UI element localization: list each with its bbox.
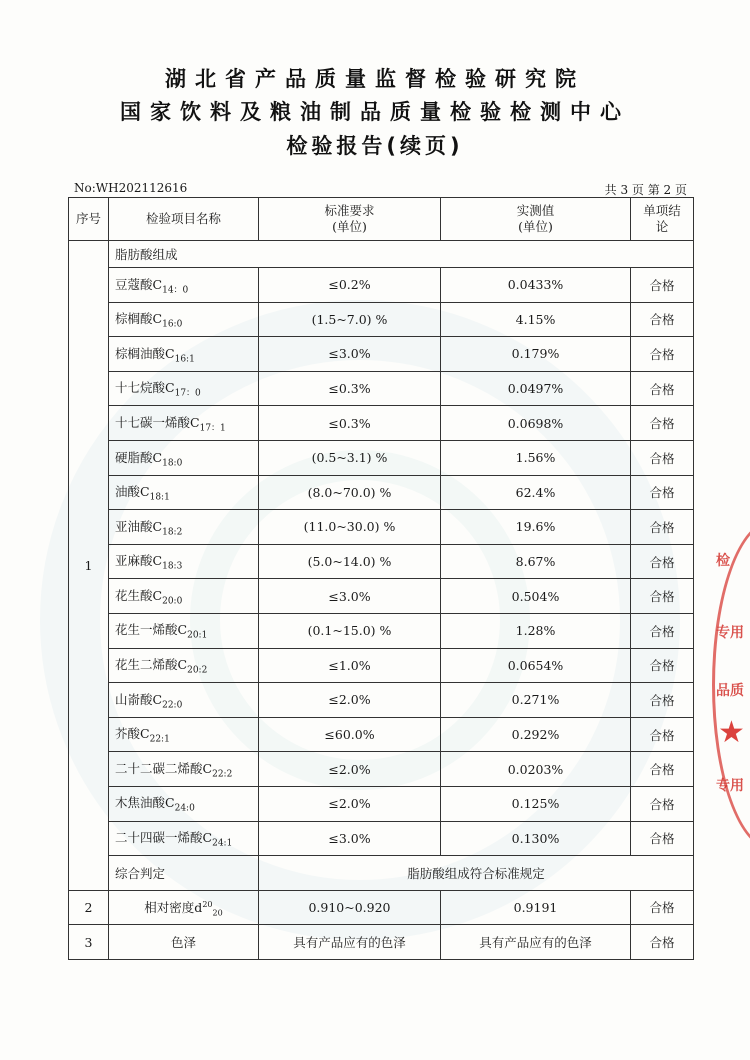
item-name-cell: [109, 579, 259, 614]
measured-cell: 62.4%: [441, 475, 631, 510]
carbon-symbol: C: [165, 795, 175, 811]
measured-cell: 0.179%: [441, 337, 631, 372]
standard-cell: ≤3.0%: [259, 821, 441, 856]
standard-cell: ≤1.0%: [259, 648, 441, 683]
result-cell: 合格: [631, 475, 694, 510]
carbon-symbol: C: [152, 276, 163, 292]
item-name-cell: [109, 440, 259, 475]
table-row: [69, 613, 694, 648]
standard-cell: (11.0~30.0) %: [259, 510, 441, 545]
table-row: [69, 821, 694, 856]
standard-cell: ≤0.3%: [259, 371, 441, 406]
carbon-symbol: C: [202, 760, 213, 776]
item-name: 芥酸: [115, 726, 141, 742]
measured-cell: 0.0497%: [441, 371, 631, 406]
center-title: 国家饮料及粮油制品质量检验检测中心: [120, 100, 630, 124]
measured-cell: 19.6%: [441, 510, 631, 545]
standard-cell: (5.0~14.0) %: [259, 544, 441, 579]
measured-cell: 0.292%: [441, 717, 631, 752]
carbon-symbol: C: [152, 311, 163, 327]
carbon-subscript: 20:0: [162, 596, 183, 607]
measured-cell: 4.15%: [441, 302, 631, 337]
carbon-symbol: C: [202, 830, 213, 846]
item-name: 亚麻酸: [115, 553, 153, 569]
result-cell: 合格: [631, 268, 694, 303]
measured-cell: 0.0654%: [441, 648, 631, 683]
table-header-row: [69, 198, 694, 241]
measured-cell: 8.67%: [441, 544, 631, 579]
item-name: 二十四碳一烯酸: [115, 830, 203, 846]
carbon-subscript: 24:0: [174, 803, 195, 814]
seq-cell: 1: [69, 241, 109, 891]
measured-cell: 具有产品应有的色泽: [441, 925, 631, 960]
measured-cell: 1.28%: [441, 613, 631, 648]
seq-cell: 3: [69, 925, 109, 960]
table-row: [69, 510, 694, 545]
item-name-cell: [109, 268, 259, 303]
header-standard-unit: (单位): [332, 219, 367, 234]
carbon-symbol: C: [152, 553, 163, 569]
table-row: [69, 337, 694, 372]
item-name-cell: [109, 337, 259, 372]
carbon-symbol: C: [165, 380, 175, 396]
carbon-symbol: C: [165, 345, 175, 361]
item-name-cell: [109, 475, 259, 510]
item-name: 油酸: [115, 484, 141, 500]
carbon-symbol: C: [152, 587, 163, 603]
item-name: 山嵛酸: [115, 691, 153, 707]
standard-cell: (0.5~3.1) %: [259, 440, 441, 475]
result-cell: 合格: [631, 406, 694, 441]
carbon-symbol: C: [152, 449, 163, 465]
result-cell: 合格: [631, 544, 694, 579]
measured-cell: 0.9191: [441, 890, 631, 925]
measured-cell: 0.130%: [441, 821, 631, 856]
table-row: [69, 786, 694, 821]
item-name-cell: [109, 544, 259, 579]
item-name: 二十二碳二烯酸: [115, 760, 203, 776]
carbon-symbol: C: [177, 622, 188, 638]
page-info: 共 3 页 第 2 页: [604, 183, 687, 197]
item-name-cell: [109, 821, 259, 856]
item-name-cell: [109, 371, 259, 406]
item-name: 十七烷酸: [115, 380, 166, 396]
measured-cell: 0.0203%: [441, 752, 631, 787]
item-name-cell: [109, 890, 259, 925]
result-cell: 合格: [631, 648, 694, 683]
table-row: [69, 683, 694, 718]
item-name: 棕榈酸: [115, 311, 153, 327]
carbon-subscript: 14：0: [162, 285, 189, 296]
result-cell: 合格: [631, 683, 694, 718]
item-name-cell: [109, 683, 259, 718]
institute-title: 湖北省产品质量监督检验研究院: [165, 67, 585, 91]
result-cell: 合格: [631, 786, 694, 821]
measured-cell: 0.0698%: [441, 406, 631, 441]
item-name: 豆蔻酸: [115, 276, 153, 292]
group-title: 脂肪酸组成: [109, 241, 694, 268]
carbon-subscript: 24:1: [212, 838, 233, 849]
item-name: 色泽: [170, 935, 196, 951]
standard-cell: 0.910~0.920: [259, 890, 441, 925]
density-superscript: 20: [202, 899, 213, 909]
measured-cell: 0.504%: [441, 579, 631, 614]
header-measured: [441, 198, 631, 241]
item-name-cell: [109, 406, 259, 441]
report-number: No:WH202112616: [74, 181, 188, 195]
table-row: [69, 925, 694, 960]
standard-cell: ≤60.0%: [259, 717, 441, 752]
measured-cell: 1.56%: [441, 440, 631, 475]
table-row: [69, 371, 694, 406]
table-row: [69, 648, 694, 683]
item-name: 相对密度d: [144, 899, 203, 915]
table-row: [69, 752, 694, 787]
result-cell: 合格: [631, 925, 694, 960]
item-name: 十七碳一烯酸: [115, 414, 191, 430]
summary-label: 综合判定: [109, 856, 259, 891]
stamp-text-2: 专用: [716, 625, 744, 641]
standard-cell: 具有产品应有的色泽: [259, 925, 441, 960]
result-cell: 合格: [631, 510, 694, 545]
table-row: [69, 302, 694, 337]
item-name: 花生二烯酸: [115, 657, 178, 673]
table-row: [69, 544, 694, 579]
header-item: 检验项目名称: [109, 198, 259, 241]
standard-cell: ≤0.3%: [259, 406, 441, 441]
standard-cell: ≤2.0%: [259, 683, 441, 718]
carbon-subscript: 18:0: [162, 458, 183, 469]
item-name-cell: [109, 302, 259, 337]
table-row: [69, 268, 694, 303]
stamp-star-icon: ★: [718, 715, 745, 750]
result-cell: 合格: [631, 613, 694, 648]
group-title-row: [69, 241, 694, 268]
carbon-symbol: C: [140, 484, 150, 500]
table-row: [69, 406, 694, 441]
carbon-subscript: 17：0: [174, 388, 201, 399]
item-name: 花生酸: [115, 587, 153, 603]
carbon-symbol: C: [177, 657, 188, 673]
result-cell: 合格: [631, 440, 694, 475]
table-row: [69, 475, 694, 510]
red-seal-stamp: [712, 520, 750, 850]
result-cell: 合格: [631, 821, 694, 856]
table-row: [69, 890, 694, 925]
header-standard-label: 标准要求: [324, 203, 375, 218]
stamp-text-1: 检: [716, 553, 730, 569]
standard-cell: ≤3.0%: [259, 579, 441, 614]
header-result: [631, 198, 694, 241]
carbon-symbol: C: [190, 414, 200, 430]
standard-cell: (0.1~15.0) %: [259, 613, 441, 648]
result-cell: 合格: [631, 337, 694, 372]
item-name-cell: [109, 510, 259, 545]
standard-cell: ≤2.0%: [259, 786, 441, 821]
table-row: [69, 717, 694, 752]
result-cell: 合格: [631, 717, 694, 752]
report-title: 检验报告(续页): [286, 134, 464, 158]
carbon-symbol: C: [152, 691, 163, 707]
carbon-subscript: 16:1: [174, 354, 195, 365]
item-name: 硬脂酸: [115, 449, 153, 465]
standard-cell: (8.0~70.0) %: [259, 475, 441, 510]
standard-cell: ≤3.0%: [259, 337, 441, 372]
item-name-cell: [109, 648, 259, 683]
carbon-subscript: 18:2: [162, 527, 183, 538]
item-name-cell: [109, 925, 259, 960]
result-cell: 合格: [631, 890, 694, 925]
measured-cell: 0.271%: [441, 683, 631, 718]
carbon-subscript: 16:0: [162, 319, 183, 330]
item-name-cell: [109, 786, 259, 821]
density-subscript: 20: [212, 908, 223, 918]
measured-cell: 0.125%: [441, 786, 631, 821]
item-name-cell: [109, 717, 259, 752]
table-row: [69, 440, 694, 475]
header-result-label-2: 论: [655, 219, 669, 234]
carbon-subscript: 17：1: [199, 423, 226, 434]
carbon-subscript: 20:2: [187, 665, 208, 676]
carbon-subscript: 18:3: [162, 561, 183, 572]
carbon-symbol: C: [140, 726, 150, 742]
header-measured-label: 实测值: [516, 203, 555, 218]
summary-text: 脂肪酸组成符合标准规定: [259, 856, 694, 891]
item-name: 木焦油酸: [115, 795, 166, 811]
carbon-subscript: 22:0: [162, 700, 183, 711]
result-cell: 合格: [631, 302, 694, 337]
standard-cell: (1.5~7.0) %: [259, 302, 441, 337]
seq-cell: 2: [69, 890, 109, 925]
item-name: 亚油酸: [115, 518, 153, 534]
item-name: 花生一烯酸: [115, 622, 178, 638]
standard-cell: ≤0.2%: [259, 268, 441, 303]
result-cell: 合格: [631, 752, 694, 787]
standard-cell: ≤2.0%: [259, 752, 441, 787]
header-result-label-1: 单项结: [643, 203, 681, 218]
header-seq: 序号: [69, 198, 109, 241]
results-table: [68, 197, 694, 960]
header-standard: [259, 198, 441, 241]
carbon-subscript: 22:2: [212, 769, 233, 780]
carbon-symbol: C: [152, 518, 163, 534]
stamp-text-3: 品质: [716, 683, 744, 699]
carbon-subscript: 18:1: [149, 492, 170, 503]
item-name: 棕榈油酸: [115, 345, 166, 361]
result-cell: 合格: [631, 371, 694, 406]
item-name-cell: [109, 613, 259, 648]
measured-cell: 0.0433%: [441, 268, 631, 303]
stamp-text-4: 专用: [716, 778, 744, 794]
table-row: [69, 579, 694, 614]
carbon-subscript: 22:1: [149, 734, 170, 745]
header-measured-unit: (单位): [518, 219, 553, 234]
summary-row: [69, 856, 694, 891]
result-cell: 合格: [631, 579, 694, 614]
carbon-subscript: 20:1: [187, 630, 208, 641]
item-name-cell: [109, 752, 259, 787]
